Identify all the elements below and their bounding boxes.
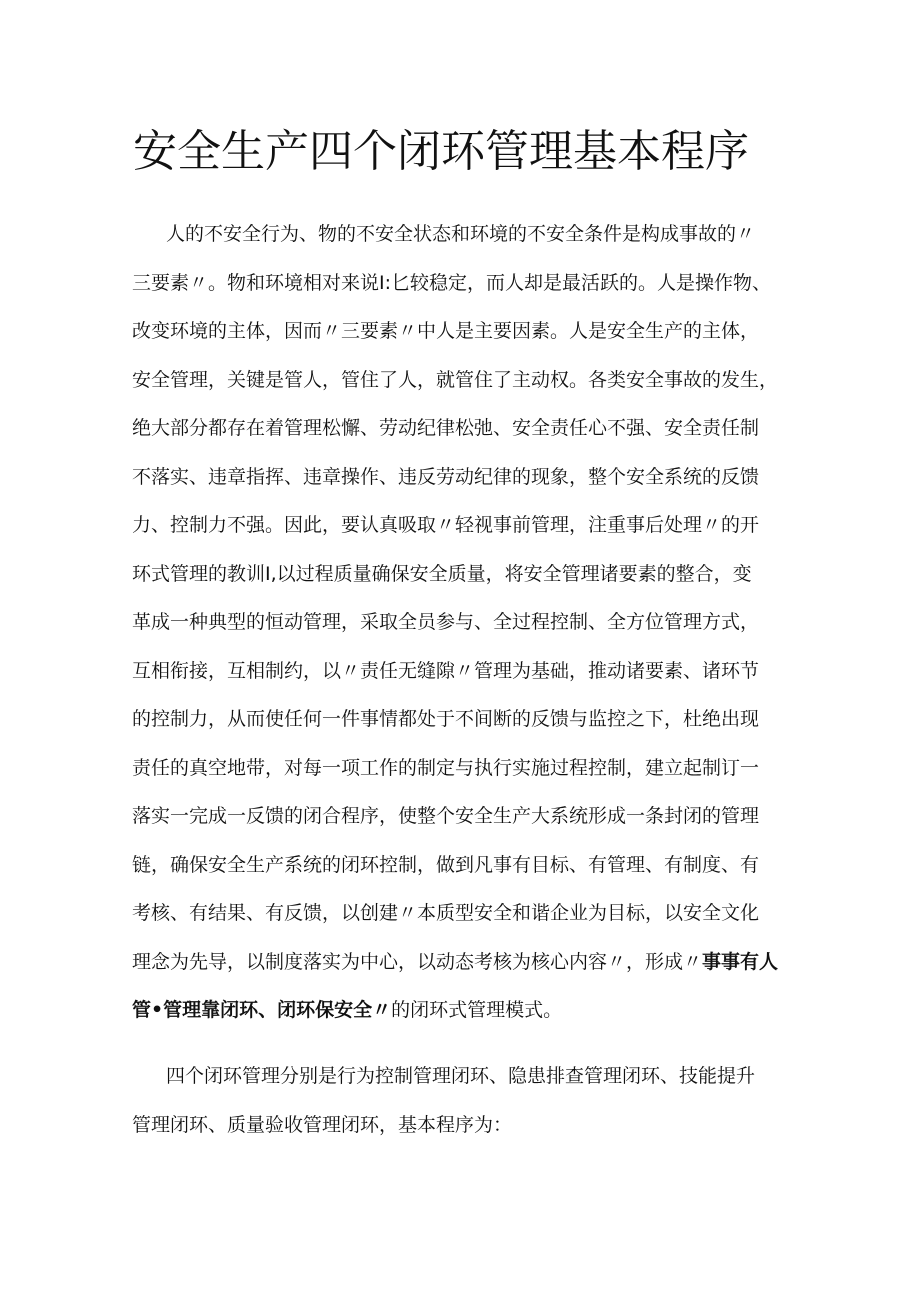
paragraph-line: 的控制力，从而使任何一件事情都处于不间断的反馈与监控之下，杜绝出现: [132, 708, 760, 730]
paragraph-line-text: 理念为先导，以制度落实为中心，以动态考核为核心内容〃，形成〃: [132, 950, 703, 973]
paragraph-line: 落实一完成一反馈的闭合程序，使整个安全生产大系统形成一条封闭的管理: [132, 805, 760, 827]
paragraph-line: 环式管理的教训I,以过程质量确保安全质量，将安全管理诸要素的整合，变: [132, 562, 752, 585]
paragraph-line: 革成一种典型的恒动管理，采取全员参与、全过程控制、全方位管理方式，: [132, 611, 760, 633]
emphasized-text: 管•管理靠闭环、闭环保安全〃: [132, 999, 392, 1021]
paragraph-line-text: 的闭环式管理模式。: [391, 999, 563, 1021]
paragraph-line: 管理闭环、质量验收管理闭环，基本程序为：: [132, 1113, 513, 1136]
paragraph-line: 力、控制力不强。因此，要认真吸取〃轻视事前管理，注重事后处理〃的开: [132, 514, 760, 536]
paragraph-line: 互相衔接，互相制约，以〃责任无缝隙〃管理为基础，推动诸要素、诸环节: [132, 659, 760, 682]
paragraph-line: 人的不安全行为、物的不安全状态和环境的不安全条件是构成事故的〃: [166, 223, 756, 245]
document-title: 安全生产四个闭环管理基本程序: [133, 126, 749, 177]
paragraph-line: 改变环境的主体，因而〃三要素〃中人是主要因素。人是安全生产的主体，: [132, 320, 760, 342]
emphasized-text: 事事有人: [702, 950, 779, 973]
paragraph-intro: [132, 210, 796, 1035]
paragraph-summary: [132, 1052, 796, 1149]
paragraph-line: 安全管理，关键是管人，管住了人，就管住了主动权。各类安全事故的发生，: [132, 368, 779, 391]
paragraph-line: 责任的真空地带，对每一项工作的制定与执行实施过程控制，建立起制订一: [132, 756, 760, 779]
paragraph-line: 考核、有结果、有反馈，以创建〃本质型安全和谐企业为目标，以安全文化: [132, 902, 760, 924]
paragraph-line: 四个闭环管理分别是行为控制管理闭环、隐患排查管理闭环、技能提升: [166, 1065, 756, 1087]
paragraph-line: 绝大部分都存在着管理松懈、劳动纪律松弛、安全责任心不强、安全责任制: [132, 417, 760, 439]
paragraph-line: 三要素〃。物和环境相对来说I:匕较稳定，而人却是最活跃的。人是操作物、: [132, 271, 772, 294]
paragraph-line-mixed: [132, 938, 796, 987]
paragraph-line-mixed: [132, 986, 796, 1035]
paragraph-line: 不落实、违章指挥、违章操作、违反劳动纪律的现象，整个安全系统的反馈: [132, 465, 760, 488]
paragraph-line: 链，确保安全生产系统的闭环控制，做到凡事有目标、有管理、有制度、有: [132, 853, 760, 876]
